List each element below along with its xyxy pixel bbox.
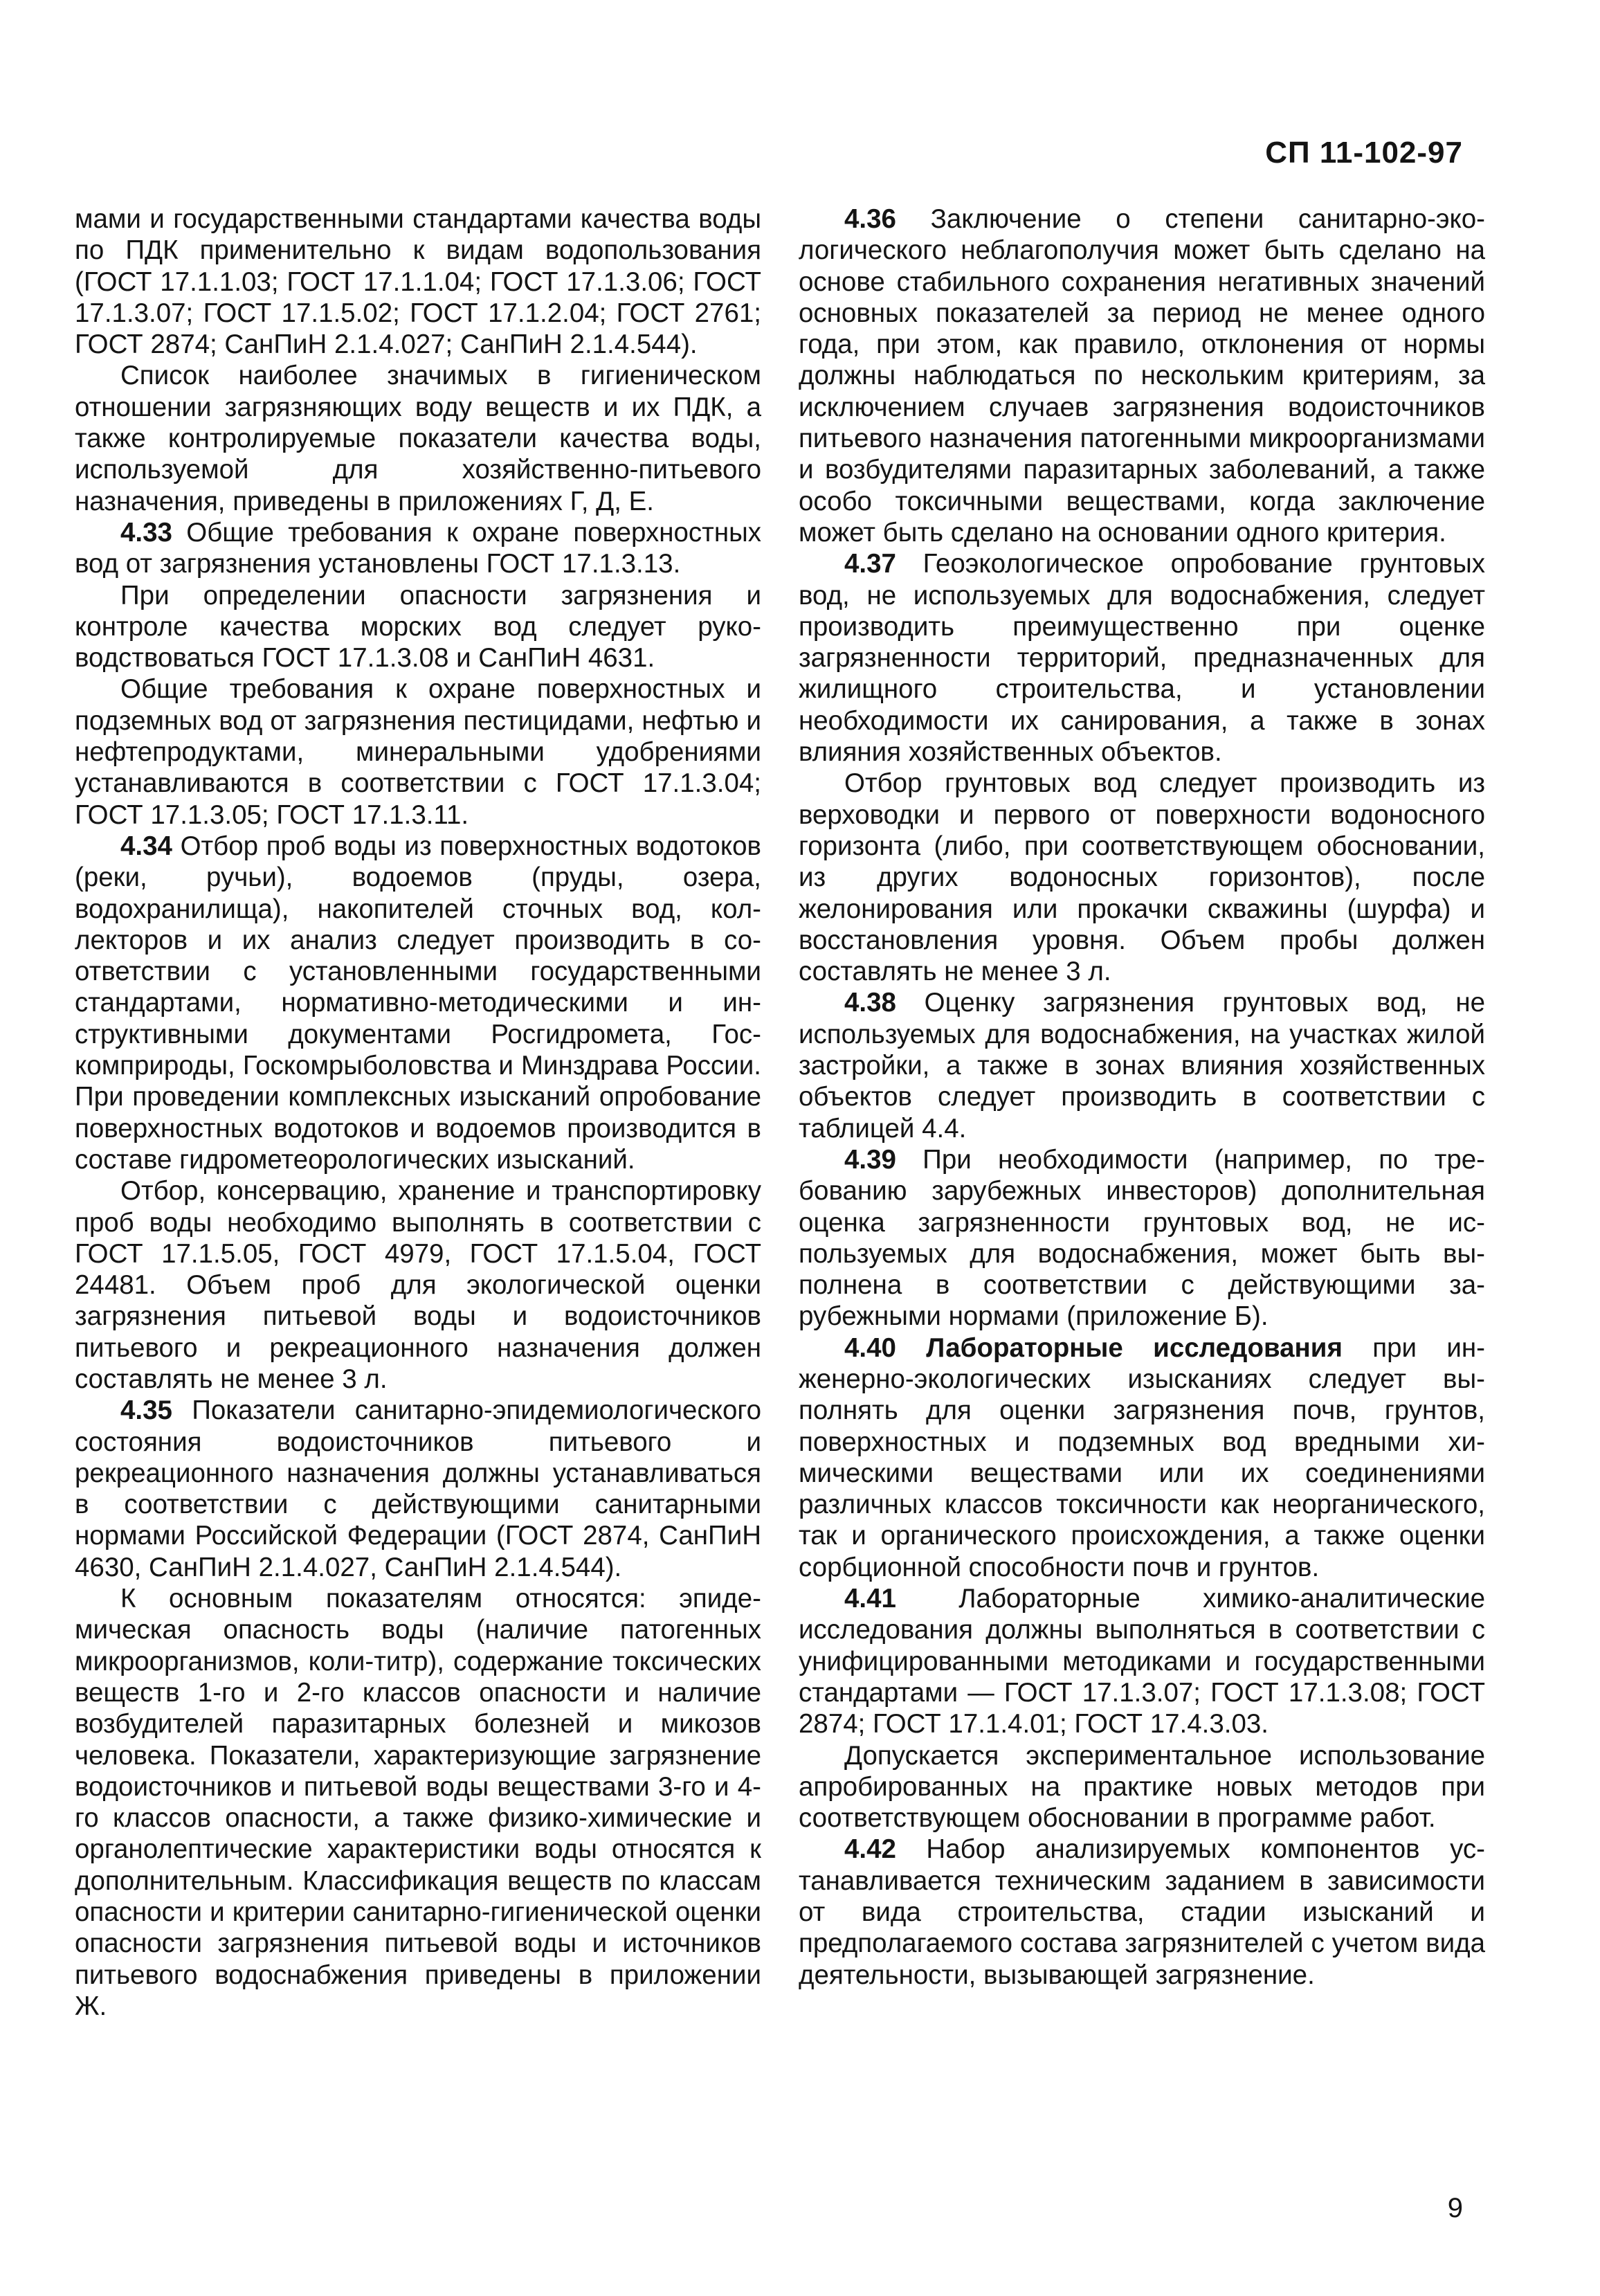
paragraph [75, 360, 761, 516]
document-code-header: СП 11-102-97 [1265, 136, 1463, 170]
clause-number: 4.36 [844, 204, 896, 234]
page-number: 9 [1447, 2193, 1463, 2223]
paragraph-text: Показатели санитарно-эпидемиологического состояния водоисточников питьевого и рекреационного назначения должны устанавливаться в соответствии с действующими санитарными нормами Российской Федерации (ГОСТ 2874, СанПиН 4630, СанПиН 2.1.4.027, СанПиН 2.1.4.544). [75, 1395, 761, 1582]
clause-number: 4.33 [120, 517, 172, 548]
clause-4-36 [799, 204, 1485, 548]
clause-number: 4.42 [844, 1834, 896, 1865]
paragraph-text: Оценку загрязнения грунтовых вод, не используемых для водоснабжения, на участках жилой застройки, а также в зонах влияния хозяйственных объектов следует производить в соответствии с таблицей 4.4. [799, 988, 1485, 1144]
paragraph [75, 674, 761, 830]
paragraph-text: Список наиболее значимых в гигиеническом отношении загрязняющих воду веществ и их ПДК, а также контролируемые показатели качества воды, используемой для хозяйственно-питьевого назначения, приведены в приложениях Г, Д, Е. [75, 361, 761, 516]
paragraph-text: Допускается экспериментальное использование апробированных на практике новых методов при соответствующем обосновании в программе работ. [799, 1740, 1485, 1834]
clause-4-39 [799, 1144, 1485, 1332]
paragraph [799, 768, 1485, 987]
paragraph-text: К основным показателям относятся: эпидемическая опасность воды (наличие патогенных микроорганизмов, коли-титр), содержание токсических веществ 1-го и 2-го классов опасности и наличие возбудителей паразитарных болезней и микозов человека. Показатели, характеризующие загрязнение водоисточников и питьевой воды веществами 3-го и 4-го классов опасности, а также физико-химические и органолептические характеристики воды относятся к дополнительным. Классификация веществ по классам опасности и критерии санитарно-гигиенической оценки опасности загрязнения питьевой воды и источников питьевого водоснабжения приведены в приложении Ж. [75, 1584, 761, 2021]
clause-4-35 [75, 1395, 761, 1583]
clause-4-33 [75, 517, 761, 580]
paragraph [75, 204, 761, 360]
paragraph-text: Набор анализируемых компонентов устанавливается техническим заданием в зависимости от вида строительства, стадии изысканий и предполагаемого состава загрязнителей с учетом вида деятельности, вызывающей загрязнение. [799, 1834, 1485, 1990]
clause-number: 4.34 [120, 831, 172, 861]
clause-number: 4.37 [844, 549, 896, 579]
left-column [75, 204, 761, 2022]
clause-4-38 [799, 987, 1485, 1144]
paragraph [75, 580, 761, 674]
paragraph-text: При определении опасности загрязнения и контроле качества морских вод следует руководствоваться ГОСТ 17.1.3.08 и СанПиН 4631. [75, 580, 761, 674]
clause-4-42 [799, 1834, 1485, 1990]
paragraph-text: Отбор грунтовых вод следует производить из верховодки и первого от поверхности водоносного горизонта (либо, при соответствующем обосновании, из других водоносных горизонтов), после желонирования или прокачки скважины (шурфа) и восстановления уровня. Объем пробы должен составлять не менее 3 л. [799, 768, 1485, 987]
clause-number: 4.41 [844, 1584, 896, 1614]
paragraph [75, 1175, 761, 1395]
paragraph-text: Общие требования к охране поверхностных и подземных вод от загрязнения пестицидами, нефтью и нефтепродуктами, минеральными удобрениями устанавливаются в соответствии с ГОСТ 17.1.3.04; ГОСТ 17.1.3.05; ГОСТ 17.1.3.11. [75, 674, 761, 830]
paragraph-text: Отбор, консервацию, хранение и транспортировку проб воды необходимо выполнять в соответствии с ГОСТ 17.1.5.05, ГОСТ 4979, ГОСТ 17.1.5.04, ГОСТ 24481. Объем проб для экологической оценки загрязнения питьевой воды и водоисточников питьевого и рекреационного назначения должен составлять не менее 3 л. [75, 1176, 761, 1394]
clause-heading: Лабораторные исследования [896, 1332, 1343, 1363]
paragraph-text: Геоэкологическое опробование грунтовых вод, не используемых для водоснабжения, следует производить преимущественно при оценке загрязненности территорий, предназначенных для жилищного строительства, и установлении необходимости их санирования, а также в зонах влияния хозяйственных объектов. [799, 549, 1485, 768]
clause-number: 4.40 [844, 1332, 896, 1363]
paragraph-text: Заключение о степени санитарно-экологического неблагополучия может быть сделано на основе стабильного сохранения негативных значений основных показателей за период не менее одного года, при этом, как правило, отклонения от нормы должны наблюдаться по нескольким критериям, за исключением случаев загрязнения водоисточников питьевого назначения патогенными микроорганизмами и возбудителями паразитарных заболеваний, а также особо токсичными веществами, когда заключение может быть сделано на основании одного критерия. [799, 204, 1485, 548]
clause-4-34 [75, 831, 761, 1175]
paragraph-text: При необходимости (например, по требованию зарубежных инвесторов) дополнительная оценка загрязненности грунтовых вод, не используемых для водоснабжения, может быть выполнена в соответствии с действующими зарубежными нормами (приложение Б). [799, 1144, 1485, 1332]
clause-4-40 [799, 1332, 1485, 1583]
clause-number: 4.35 [120, 1395, 172, 1426]
paragraph-text: Лабораторные химико-аналитические исследования должны выполняться в соответствии с унифицированными методиками и государственными стандартами — ГОСТ 17.1.3.07; ГОСТ 17.1.3.08; ГОСТ 2874; ГОСТ 17.1.4.01; ГОСТ 17.4.3.03. [799, 1584, 1485, 1739]
paragraph [75, 1583, 761, 2022]
right-column [799, 204, 1485, 1991]
clause-number: 4.38 [844, 988, 896, 1018]
paragraph [799, 1740, 1485, 1834]
paragraph-text: при инженерно-экологических изысканиях следует выполнять для оценки загрязнения почв, грунтов, поверхностных и подземных вод вредными химическими веществами или их соединениями различных классов токсичности как неорганического, так и органического происхождения, а также оценки сорбционной способности почв и грунтов. [799, 1332, 1485, 1582]
paragraph-text: мами и государственными стандартами качества воды по ПДК применительно к видам водопользования (ГОСТ 17.1.1.03; ГОСТ 17.1.1.04; ГОСТ 17.1.3.06; ГОСТ 17.1.3.07; ГОСТ 17.1.5.02; ГОСТ 17.1.2.04; ГОСТ 2761; ГОСТ 2874; СанПиН 2.1.4.027; СанПиН 2.1.4.544). [75, 204, 761, 360]
clause-4-41 [799, 1583, 1485, 1739]
paragraph-text: Общие требования к охране поверхностных вод от загрязнения установлены ГОСТ 17.1.3.13. [75, 517, 761, 579]
clause-number: 4.39 [844, 1144, 896, 1175]
clause-4-37 [799, 548, 1485, 768]
paragraph-text: Отбор проб воды из поверхностных водотоков (реки, ручьи), водоемов (пруды, озера, водохранилища), накопителей сточных вод, коллекторов и их анализ следует производить в соответствии с установленными государственными стандартами, нормативно-методическими и инструктивными документами Росгидромета, Госкомприроды, Госкомрыболовства и Минздрава России. При проведении комплексных изысканий опробование поверхностных водотоков и водоемов производится в составе гидрометеорологических изысканий. [75, 831, 761, 1175]
